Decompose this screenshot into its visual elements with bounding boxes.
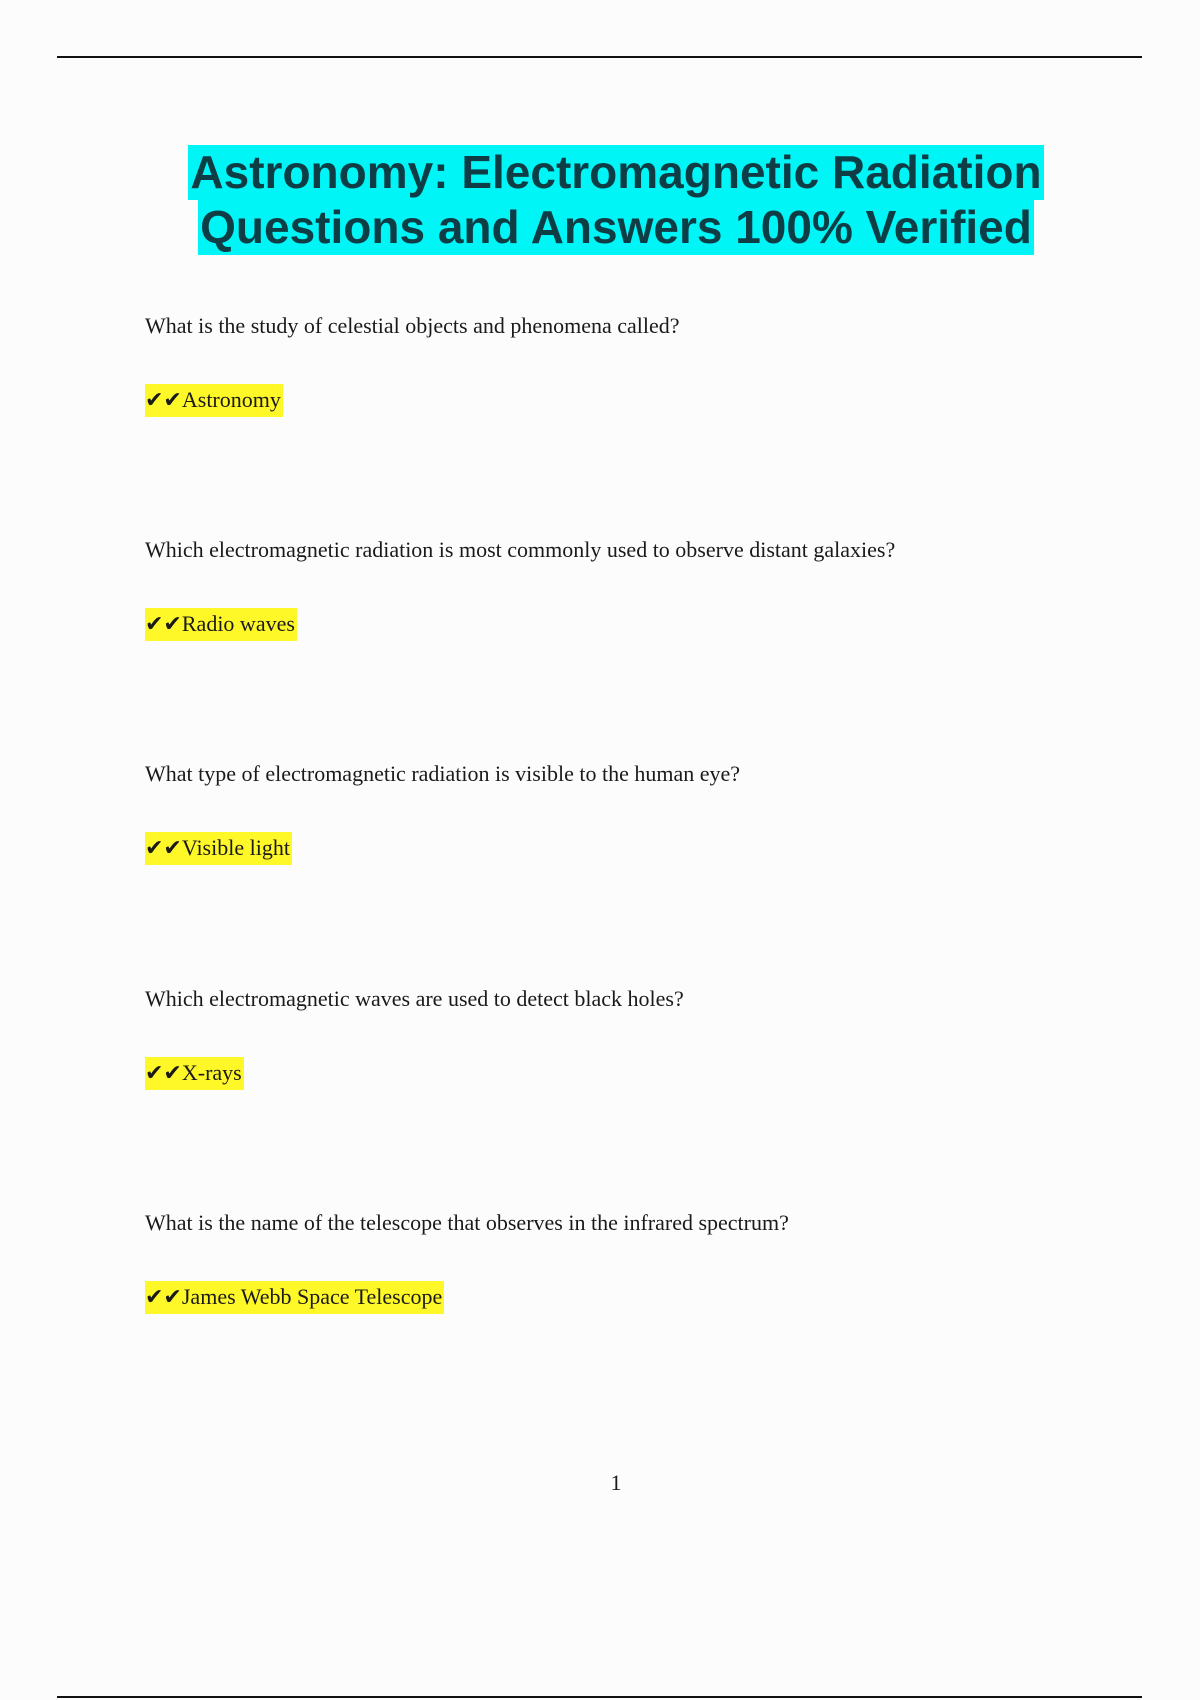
- page-number: 1: [610, 1470, 622, 1495]
- question-text: What type of electromagnetic radiation is visible to the human eye?: [145, 761, 741, 786]
- title-line-2: Questions and Answers 100% Verified: [200, 201, 1032, 253]
- check-icon: ✔✔: [145, 612, 182, 637]
- check-icon: ✔✔: [145, 1061, 182, 1086]
- check-icon: ✔✔: [145, 1285, 182, 1310]
- answer-text: [145, 384, 283, 417]
- answer-label: X-rays: [181, 1060, 242, 1085]
- answer-label: Visible light: [181, 835, 290, 860]
- title-line-1: Astronomy: Electromagnetic Radiation: [190, 146, 1042, 198]
- document-title: [0, 145, 1200, 255]
- bottom-rule: [57, 1696, 1142, 1698]
- check-icon: ✔✔: [145, 388, 182, 413]
- question-text: Which electromagnetic radiation is most commonly used to observe distant galaxies?: [145, 537, 896, 562]
- answer-text: [145, 1281, 444, 1314]
- answer-text: [145, 608, 297, 641]
- answer-text: [145, 1057, 244, 1090]
- answer-label: James Webb Space Telescope: [181, 1284, 443, 1309]
- question-text: Which electromagnetic waves are used to detect black holes?: [145, 986, 684, 1011]
- check-icon: ✔✔: [145, 836, 182, 861]
- top-rule: [57, 56, 1142, 58]
- answer-label: Radio waves: [181, 611, 295, 636]
- question-text: What is the name of the telescope that observes in the infrared spectrum?: [145, 1210, 789, 1235]
- answer-text: [145, 832, 292, 865]
- answer-label: Astronomy: [181, 387, 281, 412]
- question-text: What is the study of celestial objects and phenomena called?: [145, 313, 680, 338]
